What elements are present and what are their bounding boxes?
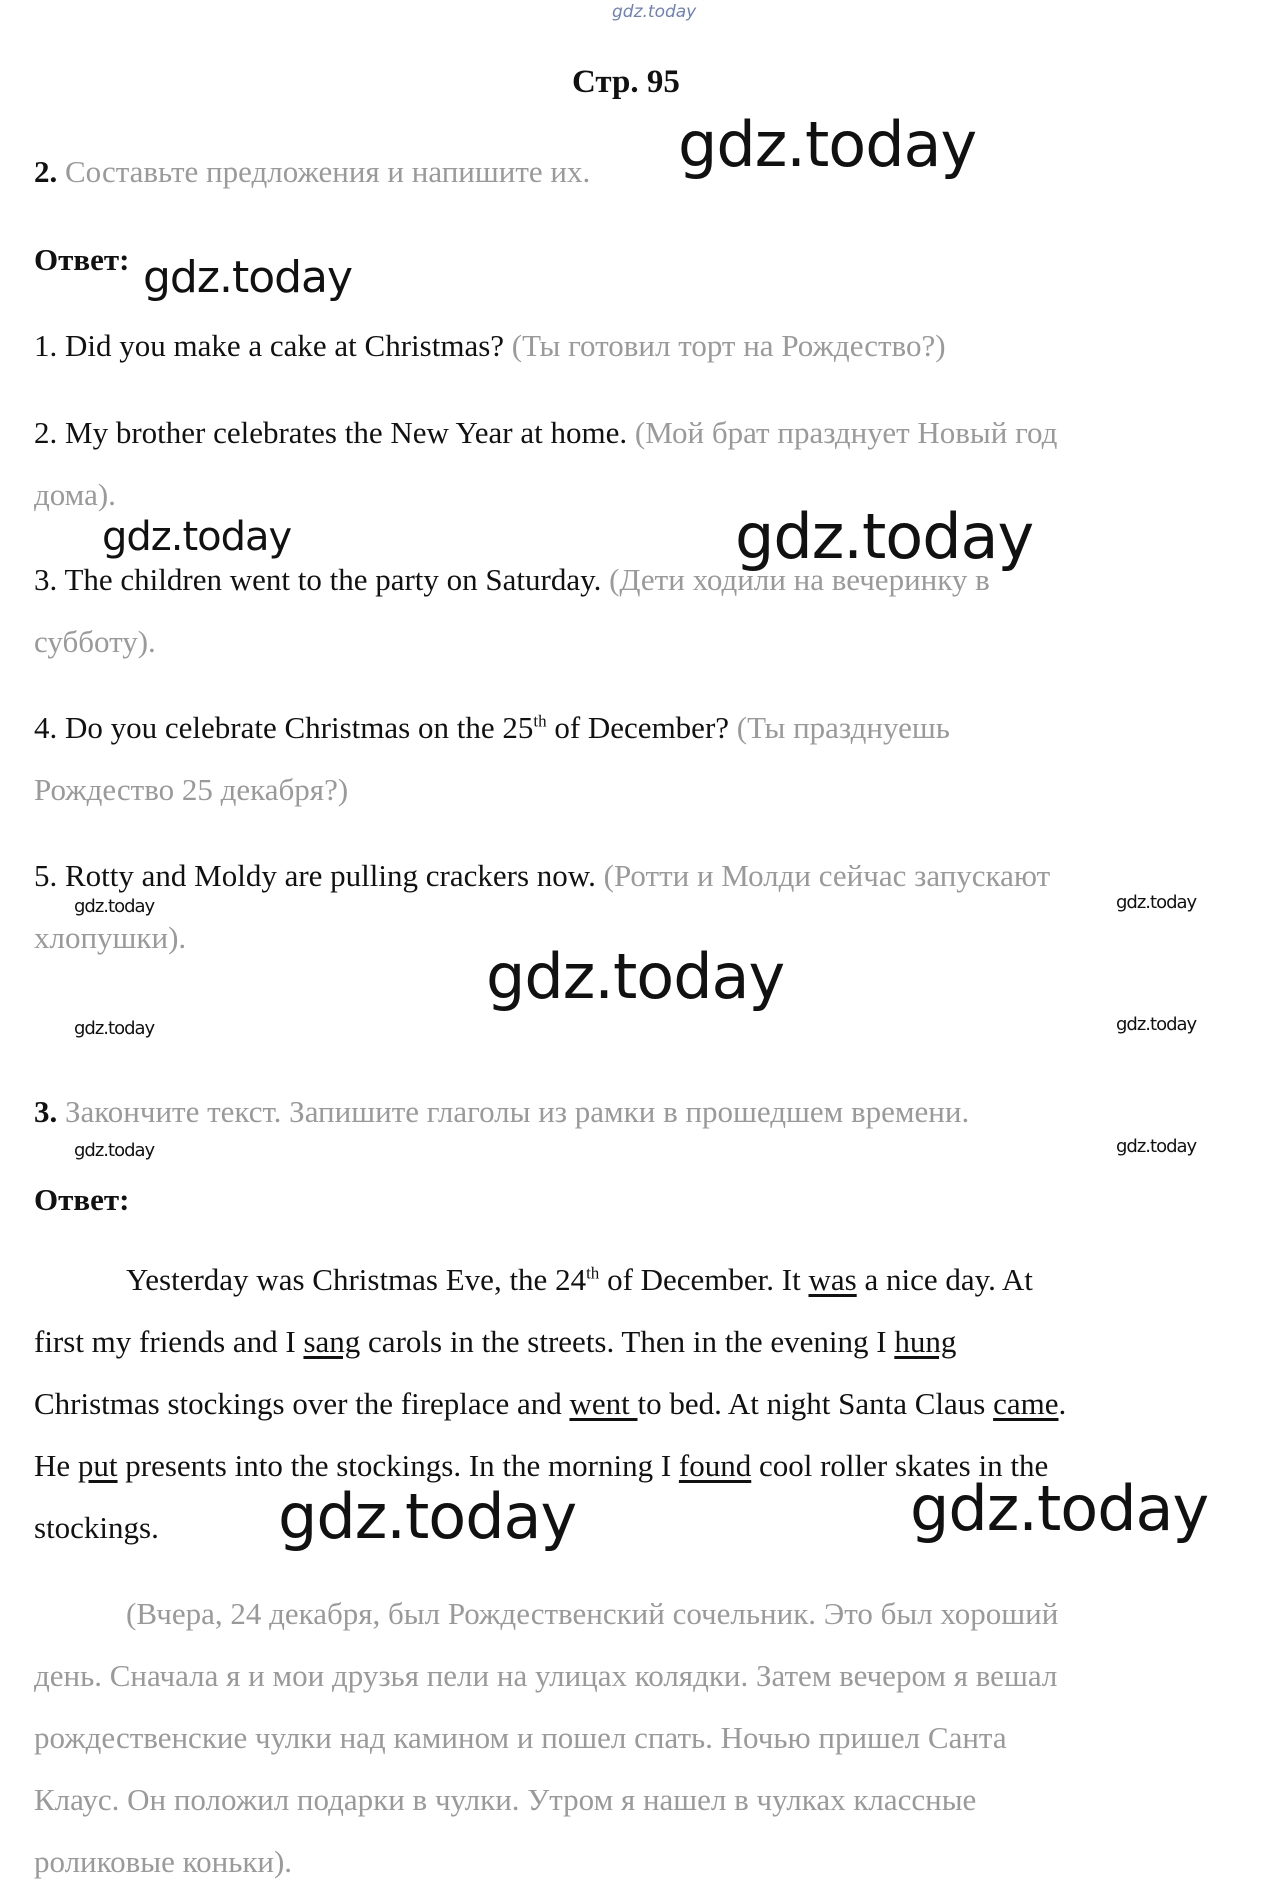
- verb-hung: hung: [894, 1324, 957, 1359]
- verb-went: went: [569, 1386, 638, 1421]
- translation-line-2: день. Сначала я и мои друзья пели на улицах колядки. Затем вечером я вешал: [34, 1658, 1058, 1693]
- verb-sang: sang: [303, 1324, 361, 1359]
- task2-instruction: Составьте предложения и напишите их.: [65, 154, 591, 189]
- watermark: gdz.today: [735, 500, 1034, 573]
- watermark: gdz.today: [143, 252, 353, 303]
- watermark: gdz.today: [74, 1018, 155, 1039]
- verb-was: was: [808, 1262, 857, 1297]
- verb-came: came: [993, 1386, 1059, 1421]
- page-title: Стр. 95: [572, 64, 680, 100]
- item-russian: (Дети ходили на вечеринку в: [609, 562, 990, 597]
- item-russian: (Ты готовил торт на Рождество?): [511, 328, 946, 363]
- watermark: gdz.today: [910, 1472, 1209, 1545]
- item-russian: (Ротти и Молди сейчас запускают: [603, 858, 1051, 893]
- item-english: 3. The children went to the party on Saturday.: [34, 562, 602, 597]
- task2-item-2: [34, 413, 1057, 453]
- item-english: 2. My brother celebrates the New Year at home.: [34, 415, 628, 450]
- watermark: gdz.today: [486, 940, 785, 1013]
- watermark: gdz.today: [1116, 1014, 1197, 1035]
- task3-text-line-4: He put presents into the stockings. In the morning I found cool roller skates in the: [34, 1448, 1049, 1483]
- task3-text-line-1: Yesterday was Christmas Eve, the 24th of December. It was a nice day. At: [126, 1262, 1033, 1297]
- item-english: 5. Rotty and Moldy are pulling crackers now.: [34, 858, 596, 893]
- task3-instruction: Закончите текст. Запишите глаголы из рамки в прошедшем времени.: [65, 1094, 970, 1129]
- watermark: gdz.today: [102, 514, 292, 560]
- task3-text-line-5: stockings.: [34, 1510, 159, 1545]
- watermark: gdz.today: [278, 1480, 577, 1553]
- watermark: gdz.today: [74, 896, 155, 917]
- watermark: gdz.today: [1116, 1136, 1197, 1157]
- task3-answer-label: Ответ:: [34, 1182, 130, 1217]
- watermark: gdz.today: [678, 108, 977, 181]
- task2-heading: [34, 152, 590, 192]
- task2-item-4: [34, 708, 950, 748]
- item-english: 1. Did you make a cake at Christmas?: [34, 328, 505, 363]
- item-russian-continued: хлопушки).: [34, 920, 187, 955]
- item-russian: (Ты празднуешь: [736, 710, 950, 745]
- item-russian-continued: субботу).: [34, 624, 156, 659]
- task3-text-line-2: first my friends and I sang carols in the streets. Then in the evening I hung: [34, 1324, 957, 1359]
- translation-line-4: Клаус. Он положил подарки в чулки. Утром я нашел в чулках классные: [34, 1782, 977, 1817]
- verb-found: found: [678, 1448, 752, 1483]
- watermark-top: gdz.today: [612, 2, 697, 22]
- translation-line-5: роликовые коньки).: [34, 1844, 293, 1879]
- task2-answer-label: Ответ:: [34, 242, 130, 277]
- translation-line-3: рождественские чулки над камином и пошел спать. Ночью пришел Санта: [34, 1720, 1007, 1755]
- task2-number: 2.: [34, 154, 58, 189]
- task2-item-5: [34, 856, 1050, 896]
- item-russian-continued: Рождество 25 декабря?): [34, 772, 349, 807]
- watermark: gdz.today: [74, 1140, 155, 1161]
- item-russian: (Мой брат празднует Новый год: [634, 415, 1058, 450]
- translation-line-1: (Вчера, 24 декабря, был Рождественский сочельник. Это был хороший: [126, 1596, 1059, 1631]
- task2-item-1: [34, 326, 946, 366]
- item-english: 4. Do you celebrate Christmas on the 25th of December?: [34, 710, 730, 745]
- task3-number: 3.: [34, 1094, 58, 1129]
- watermark: gdz.today: [1116, 892, 1197, 913]
- task3-text-line-3: Christmas stockings over the fireplace and went to bed. At night Santa Claus came.: [34, 1386, 1067, 1421]
- item-russian-continued: дома).: [34, 477, 116, 512]
- task2-item-3: [34, 560, 990, 600]
- verb-put: put: [77, 1448, 118, 1483]
- task3-heading: [34, 1092, 969, 1132]
